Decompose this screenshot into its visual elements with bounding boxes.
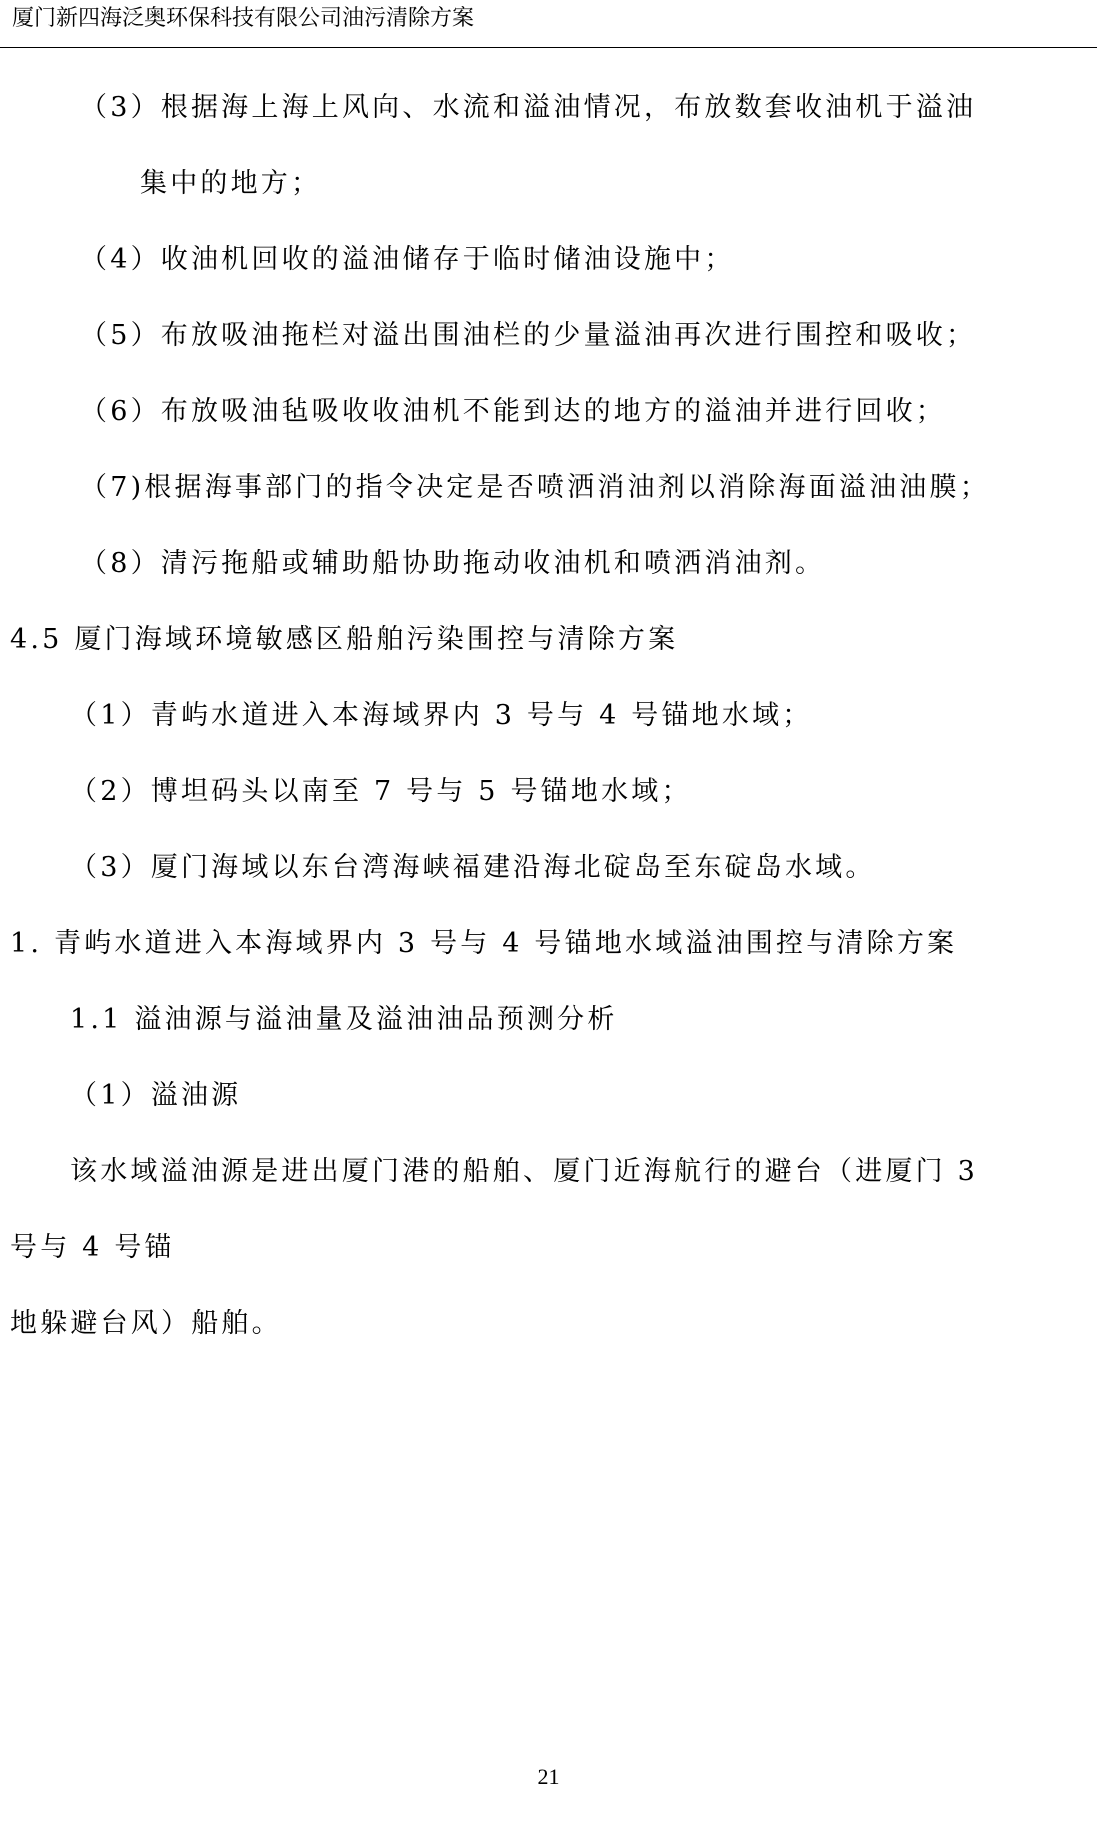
paragraph-line: （4）收油机回收的溢油储存于临时储油设施中； [80, 244, 735, 275]
subsection-heading: 1.1 溢油源与溢油量及溢油油品预测分析 [70, 1004, 618, 1035]
paragraph-line: （6）布放吸油毡吸收收油机不能到达的地方的溢油并进行回收； [80, 396, 946, 427]
paragraph-line: 该水域溢油源是进出厦门港的船舶、厦门近海航行的避台（进厦门 3 [70, 1156, 978, 1187]
paragraph-line: 集中的地方； [140, 168, 322, 199]
page-header [0, 0, 1097, 48]
paragraph-line: （7)根据海事部门的指令决定是否喷洒消油剂以消除海面溢油油膜； [80, 472, 990, 503]
paragraph-line: 地躲避台风）船舶。 [10, 1308, 282, 1339]
paragraph-line: 号与 4 号锚 [10, 1232, 175, 1263]
list-item: （1）青屿水道进入本海域界内 3 号与 4 号锚地水域； [70, 700, 813, 731]
section-heading: 1. 青屿水道进入本海域界内 3 号与 4 号锚地水域溢油围控与清除方案 [10, 928, 958, 959]
paragraph-line: （5）布放吸油拖栏对溢出围油栏的少量溢油再次进行围控和吸收； [80, 320, 977, 351]
paragraph-line: （3）根据海上海上风向、水流和溢油情况，布放数套收油机于溢油 [80, 92, 977, 123]
page-number: 21 [537, 1764, 560, 1789]
header-title: 厦门新四海泛奥环保科技有限公司油污清除方案 [12, 6, 475, 31]
list-item: （3）厦门海域以东台湾海峡福建沿海北碇岛至东碇岛水域。 [70, 852, 876, 883]
list-item: （1）溢油源 [70, 1080, 242, 1111]
section-heading: 4.5 厦门海域环境敏感区船舶污染围控与清除方案 [10, 624, 679, 655]
list-item: （2）博坦码头以南至 7 号与 5 号锚地水域； [70, 776, 692, 807]
paragraph-line: （8）清污拖船或辅助船协助拖动收油机和喷洒消油剂。 [80, 548, 826, 579]
